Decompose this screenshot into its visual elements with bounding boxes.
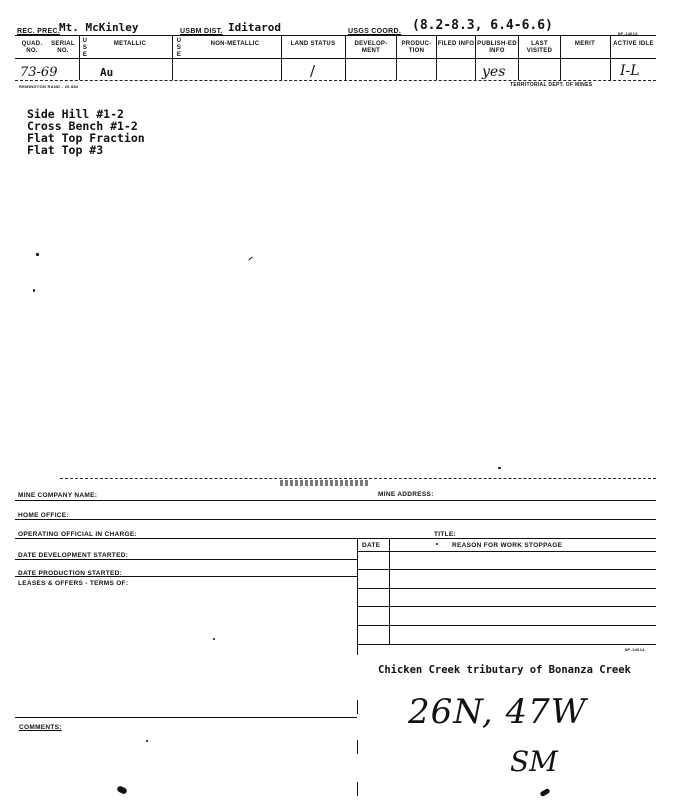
col-last-visited: LAST VISITED: [526, 41, 553, 54]
col-use-1: U S E: [82, 38, 88, 58]
leases-label: LEASES & OFFERS - TERMS OF:: [18, 580, 129, 587]
printer-imprint: REMINGTON RAND - 20: [19, 84, 70, 89]
record-row-rule: [15, 80, 656, 81]
rule-home-office: [15, 519, 656, 520]
metallic-value: Au: [100, 66, 114, 79]
table-row-rule: [357, 588, 656, 589]
table-date-divider: [389, 538, 390, 644]
table-row-rule: [357, 569, 656, 570]
center-tick: [357, 700, 358, 714]
rule-table-header: [357, 551, 656, 552]
comments-label: COMMENTS:: [19, 724, 62, 731]
col-active-idle: ACTIVE IDLE: [613, 41, 654, 47]
reason-column-header: REASON FOR WORK STOPPAGE: [452, 542, 563, 549]
col-filed-info: FILED INFO: [437, 41, 475, 47]
location-note: Chicken Creek tributary of Bonanza Creek: [378, 664, 631, 676]
form-number: 8P-14613: [618, 31, 638, 36]
lower-form-number: 8P-14614: [625, 647, 645, 652]
rule-date-production: [15, 576, 357, 577]
col-development: DEVELOP-MENT: [354, 41, 388, 54]
center-tick: [357, 740, 358, 754]
table-row-rule: [357, 625, 656, 626]
rule-date-development: [15, 559, 357, 560]
meridian: SM: [510, 745, 558, 778]
active-idle-value: I-L: [620, 63, 640, 79]
table-row-rule: [357, 644, 656, 645]
date-column-header: DATE: [362, 542, 381, 549]
usbm-dist-value: Iditarod: [228, 21, 281, 34]
col-metallic: METALLIC: [113, 41, 147, 47]
claim-item: Side Hill #1-2: [27, 107, 124, 121]
col-quad-no: QUAD. NO.: [21, 41, 43, 54]
col-land-status: LAND STATUS: [290, 41, 336, 47]
col-production: PRODUC-TION: [401, 41, 432, 54]
rule-operating-official: [15, 538, 656, 539]
rec-prec-label: REC. PREC.: [17, 28, 61, 35]
published-info-value: yes: [482, 64, 506, 80]
col-merit: MERIT: [574, 41, 596, 47]
printer-number: 882: [71, 84, 79, 89]
rule-company: [15, 500, 656, 501]
claim-item: Cross Bench #1-2: [27, 119, 138, 133]
township-range: 26N, 47W: [408, 692, 587, 732]
territorial-dept: TERRITORIAL DEPT. OF MINES: [510, 82, 593, 88]
usbm-dist-label: USBM DIST.: [180, 28, 223, 35]
claim-item: Flat Top #3: [27, 143, 104, 157]
land-status-value: /: [310, 62, 316, 80]
center-tick: [357, 782, 358, 796]
home-office-label: HOME OFFICE:: [18, 512, 69, 519]
quad-serial-value: 73-69: [20, 65, 58, 80]
rec-prec-value: Mt. McKinley: [59, 21, 139, 34]
operating-official-label: OPERATING OFFICIAL IN CHARGE:: [18, 531, 137, 538]
table-left-border: [357, 538, 358, 655]
mine-address-label: MINE ADDRESS:: [378, 491, 434, 498]
date-development-label: DATE DEVELOPMENT STARTED:: [18, 552, 129, 559]
mine-company-name-label: MINE COMPANY NAME:: [18, 492, 98, 499]
usgs-coord-label: USGS COORD.: [348, 28, 402, 35]
col-use-2: U S E: [176, 38, 182, 58]
claims-list: [27, 108, 145, 156]
title-label: TITLE:: [434, 531, 457, 538]
col-serial-no: SERIAL NO.: [51, 41, 75, 54]
usgs-coord-value: (8.2-8.3, 6.4-6.6): [412, 18, 553, 33]
claim-item: Flat Top Fraction: [27, 131, 145, 145]
col-published-info: PUBLISH-ED INFO: [477, 41, 517, 54]
date-production-label: DATE PRODUCTION STARTED:: [18, 570, 123, 577]
lower-form-top-rule: [60, 478, 656, 479]
scan-smudge: [280, 480, 370, 486]
col-non-metallic: NON-METALLIC: [210, 41, 260, 47]
table-row-rule: [357, 606, 656, 607]
rule-comments: [15, 717, 357, 718]
